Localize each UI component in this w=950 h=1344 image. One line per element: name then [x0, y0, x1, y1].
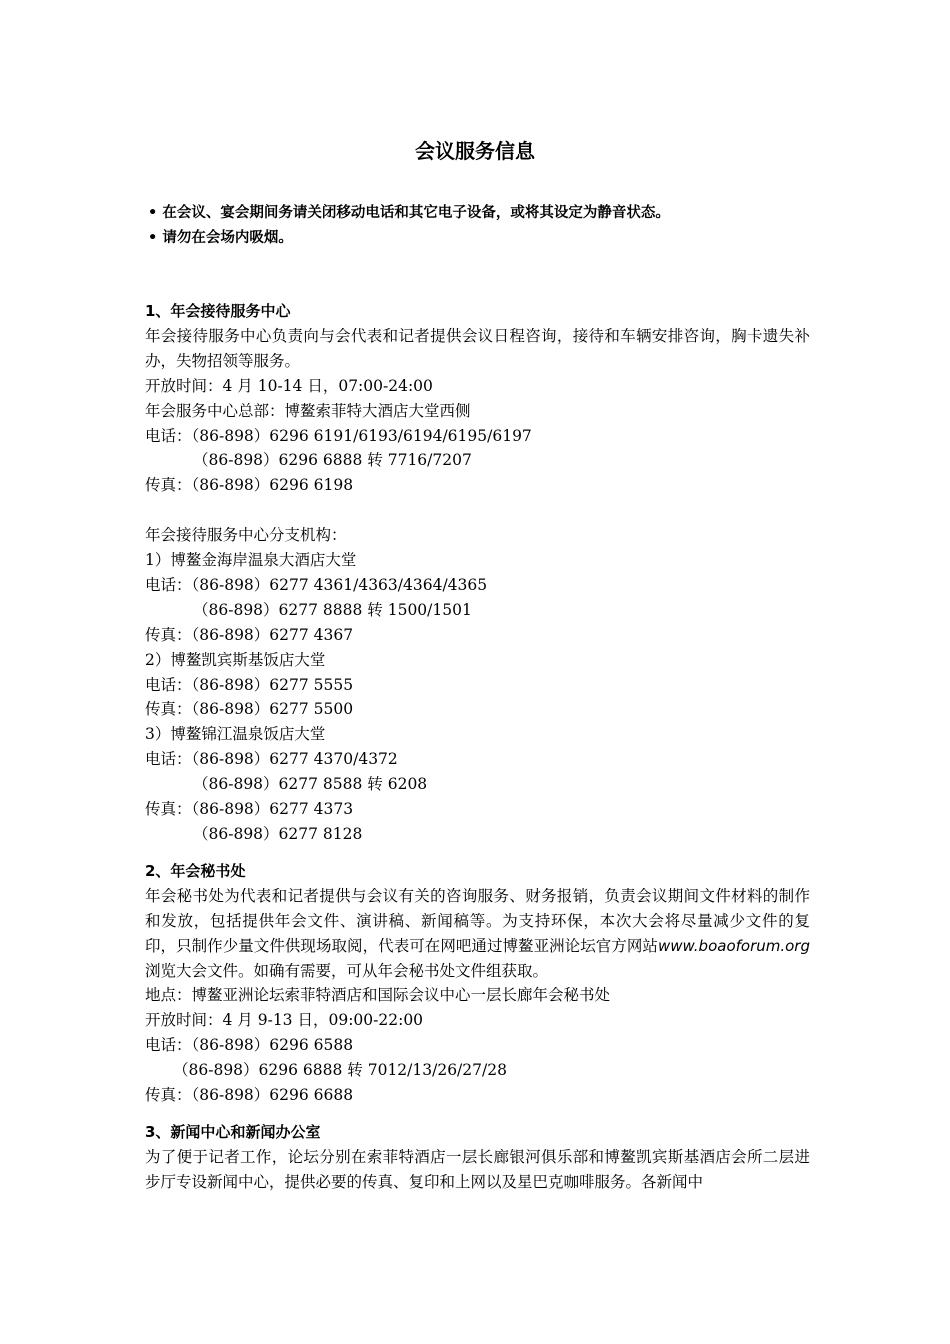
section-heading: 1、年会接待服务中心	[145, 302, 291, 320]
description-text: 浏览大会文件。如确有需要，可从年会秘书处文件组获取。	[145, 961, 549, 980]
branch-name: 2）博鳌凯宾斯基饭店大堂	[145, 650, 326, 669]
description-text: 年会秘书处为代表和记者提供与会议有关的咨询服务、财务报销，负责会议期间文件材料的制作和发放，包括提供年会文件、演讲稿、新闻稿等。为支持环保，本次大会将尽量减少文件的复印，只制作少量文件供现场取阅，代表可在网吧通过博鳌亚洲论坛官方网站	[145, 886, 810, 955]
fax-line: 传真：（86-898）6277 4367	[145, 625, 354, 644]
fax-line: 传真：（86-898）6296 6198	[145, 476, 354, 495]
branches-title: 年会接待服务中心分支机构：	[145, 526, 347, 545]
fax-line: 传真：（86-898）6277 5500	[145, 700, 354, 719]
phone-line: （86-898）6277 8888 转 1500/1501	[193, 600, 472, 619]
section-reception-center	[145, 299, 810, 847]
phone-line: 电话：（86-898）6296 6191/6193/6194/6195/6197	[145, 426, 532, 445]
headquarters-location: 年会服务中心总部：博鳌索菲特大酒店大堂西侧	[145, 401, 471, 420]
phone-line: 电话：（86-898）6277 5555	[145, 675, 354, 694]
section-description: 为了便于记者工作，论坛分别在索菲特酒店一层长廊银河俱乐部和博鳌凯宾斯基酒店会所二层进步厅专设新闻中心，提供必要的传真、复印和上网以及星巴克咖啡服务。各新闻中	[145, 1147, 810, 1191]
section-heading: 2、年会秘书处	[145, 861, 246, 880]
phone-line: （86-898）6277 8588 转 6208	[193, 775, 428, 794]
section-press-center	[145, 1120, 810, 1195]
document-body	[145, 299, 810, 1195]
phone-line: （86-898）6296 6888 转 7716/7207	[193, 451, 472, 470]
phone-line: 电话：（86-898）6277 4361/4363/4364/4365	[145, 575, 488, 594]
fax-line: （86-898）6277 8128	[193, 825, 363, 844]
branch-name: 1）博鳌金海岸温泉大酒店大堂	[145, 551, 357, 570]
phone-line: 电话：（86-898）6296 6588	[145, 1036, 354, 1055]
notice-item: • 请勿在会场内吸烟。	[148, 230, 293, 246]
opening-hours: 开放时间：4 月 10-14 日，07:00-24:00	[145, 376, 433, 395]
section-description: 年会接待服务中心负责向与会代表和记者提供会议日程咨询，接待和车辆安排咨询，胸卡遗失补办，失物招领等服务。	[145, 326, 810, 370]
location-line: 地点：博鳌亚洲论坛索菲特酒店和国际会议中心一层长廊年会秘书处	[145, 986, 611, 1005]
branch-name: 3）博鳌锦江温泉饭店大堂	[145, 725, 326, 744]
page-title: 会议服务信息	[415, 139, 535, 163]
fax-line: 传真：（86-898）6277 4373	[145, 800, 354, 819]
section-description	[145, 884, 810, 984]
section-secretariat	[145, 859, 810, 1108]
website-link[interactable]: www.boaoforum.org	[657, 936, 810, 955]
opening-hours: 开放时间：4 月 9-13 日，09:00-22:00	[145, 1011, 424, 1030]
notice-item: • 在会议、宴会期间务请关闭移动电话和其它电子设备，或将其设定为静音状态。	[148, 205, 670, 221]
phone-line: 电话：（86-898）6277 4370/4372	[145, 750, 398, 769]
notice-list	[148, 201, 670, 251]
fax-line: 传真：（86-898）6296 6688	[145, 1086, 354, 1105]
section-heading: 3、新闻中心和新闻办公室	[145, 1122, 321, 1141]
phone-line: （86-898）6296 6888 转 7012/13/26/27/28	[173, 1061, 507, 1080]
